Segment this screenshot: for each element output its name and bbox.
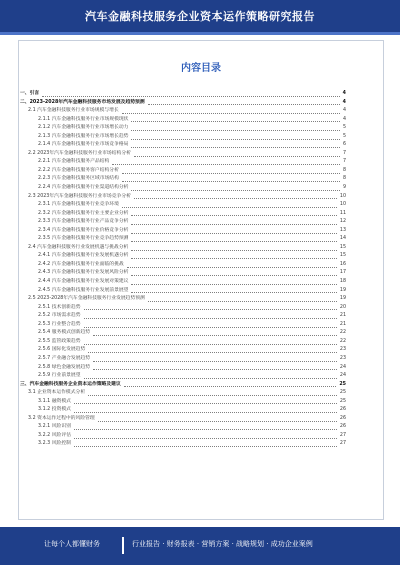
toc-entry[interactable] <box>20 141 346 150</box>
footer-banner <box>0 527 400 565</box>
toc-entry-text: 2.5 2023-2028年汽车金融科技服务行业发展趋势预测 <box>28 296 145 302</box>
toc-entry-text: 2.5.4 服务模式创新趋势 <box>38 330 91 336</box>
toc-entry-page: 27 <box>339 432 346 438</box>
toc-entry-page: 22 <box>339 338 346 344</box>
toc-entry-page: 26 <box>339 407 346 413</box>
toc-dot-leader <box>131 130 339 131</box>
toc-entry[interactable] <box>20 90 346 99</box>
toc-entry[interactable] <box>20 150 346 159</box>
toc-dot-leader <box>98 421 337 422</box>
toc-entry-text: 2.1.1 汽车金融科技服务行业市场规模现状 <box>38 116 129 122</box>
toc-entry[interactable] <box>20 295 346 304</box>
toc-entry-text: 3.1 企业资本运作模式分析 <box>28 390 86 396</box>
toc-entry[interactable] <box>20 432 346 441</box>
toc-entry[interactable] <box>20 287 346 296</box>
toc-entry-page: 23 <box>339 355 346 361</box>
toc-dot-leader <box>131 250 337 251</box>
toc-entry-page: 24 <box>339 364 346 370</box>
toc-entry-page: 19 <box>339 296 346 302</box>
toc-dot-leader <box>84 327 337 328</box>
toc-dot-leader <box>122 173 340 174</box>
toc-list <box>20 90 346 449</box>
toc-entry-page: 4 <box>342 91 346 96</box>
toc-entry[interactable] <box>20 304 346 313</box>
toc-entry-page: 22 <box>339 330 346 336</box>
toc-entry-text: 3.2.2 风险评估 <box>38 432 71 438</box>
report-title: 汽车金融科技服务企业资本运作策略研究报告 <box>85 10 315 23</box>
toc-entry[interactable] <box>20 346 346 355</box>
toc-entry-text: 2.3 2023年汽车金融科技服务行业市场竞争分析 <box>28 193 131 199</box>
footer-tagline: 行业报告 · 财务报表 · 营销方案 · 战略规划 · 成功企业案例 <box>132 540 313 548</box>
toc-entry-page: 26 <box>339 415 346 421</box>
toc-entry-text: 2.1.3 汽车金融科技服务行业市场增长趋势 <box>38 133 129 139</box>
toc-entry-page: 7 <box>342 159 346 165</box>
toc-entry-text: 2.1.2 汽车金融科技服务行业市场增长动力 <box>38 125 129 131</box>
toc-dot-leader <box>148 301 337 302</box>
toc-entry-page: 14 <box>339 236 346 242</box>
toc-entry[interactable] <box>20 184 346 193</box>
toc-entry-page: 25 <box>339 398 346 404</box>
toc-entry[interactable] <box>20 423 346 432</box>
toc-entry[interactable] <box>20 278 346 287</box>
toc-entry[interactable] <box>20 193 346 202</box>
toc-entry-text: 2.3.2 汽车金融科技服务行业主要企业分析 <box>38 210 129 216</box>
toc-dot-leader <box>84 309 337 310</box>
toc-entry-page: 4 <box>342 108 346 114</box>
toc-entry-text: 一、引言 <box>20 91 40 96</box>
toc-entry-page: 21 <box>339 313 346 319</box>
toc-entry-text: 2.3.4 汽车金融科技服务行业价格竞争分析 <box>38 227 129 233</box>
toc-entry-text: 2.3.1 汽车金融科技服务行业竞争环境 <box>38 202 119 208</box>
toc-entry-page: 23 <box>339 347 346 353</box>
toc-dot-leader <box>42 96 339 97</box>
toc-entry[interactable] <box>20 389 346 398</box>
toc-dot-leader <box>131 139 339 140</box>
toc-entry-page: 12 <box>339 219 346 225</box>
toc-entry-text: 2.5.3 行业整合趋势 <box>38 321 81 327</box>
toc-dot-leader <box>131 215 336 216</box>
toc-entry[interactable] <box>20 201 346 210</box>
toc-entry-page: 8 <box>342 167 346 173</box>
toc-dot-leader <box>74 429 337 430</box>
toc-entry-page: 25 <box>339 381 346 387</box>
toc-entry-text: 2.2.4 汽车金融科技服务行业渠道结构分析 <box>38 185 129 191</box>
toc-entry-page: 19 <box>339 287 346 293</box>
toc-entry-text: 2.5.8 绿色金融发展趋势 <box>38 364 91 370</box>
toc-entry-page: 11 <box>339 210 346 216</box>
toc-entry-text: 2.4.5 汽车金融科技服务行业发展前景展望 <box>38 287 129 293</box>
toc-entry[interactable] <box>20 398 346 407</box>
toc-dot-leader <box>148 104 340 105</box>
toc-entry-page: 4 <box>342 99 346 105</box>
toc-entry[interactable] <box>20 116 346 125</box>
toc-entry[interactable] <box>20 372 346 381</box>
toc-entry-text: 2.4 汽车金融科技服务行业发展机遇与挑战分析 <box>28 244 129 250</box>
toc-entry-page: 9 <box>342 185 346 191</box>
toc-entry-text: 2.2.1 汽车金融科技服务产品结构 <box>38 159 110 165</box>
header-stripe <box>0 32 400 35</box>
toc-entry-page: 15 <box>339 244 346 250</box>
toc-entry-text: 2.4.1 汽车金融科技服务行业发展机遇分析 <box>38 253 129 259</box>
toc-entry[interactable] <box>20 312 346 321</box>
toc-entry-text: 3.1.2 投资模式 <box>38 407 71 413</box>
toc-dot-leader <box>74 446 337 447</box>
toc-dot-leader <box>84 318 337 319</box>
toc-entry[interactable] <box>20 355 346 364</box>
toc-dot-leader <box>122 113 340 114</box>
toc-entry[interactable] <box>20 261 346 270</box>
toc-dot-leader <box>134 156 340 157</box>
toc-dot-leader <box>131 147 339 148</box>
toc-entry[interactable] <box>20 321 346 330</box>
toc-entry-text: 3.2 资本运作过程中的风险管理 <box>28 415 95 421</box>
toc-entry-text: 2.5.9 行业前景展望 <box>38 373 81 379</box>
toc-entry[interactable] <box>20 175 346 184</box>
toc-entry[interactable] <box>20 107 346 116</box>
toc-entry-page: 5 <box>342 133 346 139</box>
toc-entry-page: 26 <box>339 424 346 430</box>
toc-entry-text: 2.1 汽车金融科技服务行业市场规模与增长 <box>28 108 119 114</box>
toc-dot-leader <box>112 164 340 165</box>
toc-entry-text: 2.5.1 技术创新趋势 <box>38 304 81 310</box>
toc-entry[interactable] <box>20 440 346 449</box>
toc-entry-page: 4 <box>342 116 346 122</box>
toc-entry-text: 2.4.4 汽车金融科技服务行业发展对策建议 <box>38 279 129 285</box>
toc-dot-leader <box>84 344 337 345</box>
toc-entry[interactable] <box>20 252 346 261</box>
toc-entry[interactable] <box>20 167 346 176</box>
toc-entry[interactable] <box>20 364 346 373</box>
toc-entry-text: 2.2 2023年汽车金融科技服务行业市场结构分析 <box>28 150 131 156</box>
toc-dot-leader <box>131 190 339 191</box>
toc-entry-page: 16 <box>339 261 346 267</box>
toc-entry-text: 2.5.7 产业融合发展趋势 <box>38 355 91 361</box>
toc-entry[interactable] <box>20 381 346 390</box>
toc-dot-leader <box>131 241 336 242</box>
toc-entry-text: 2.2.3 汽车金融科技服务区域市场结构 <box>38 176 119 182</box>
toc-dot-leader <box>122 207 337 208</box>
toc-entry-text: 2.5.5 监管政策趋势 <box>38 338 81 344</box>
toc-entry-text: 3.1.1 融资模式 <box>38 398 71 404</box>
toc-entry[interactable] <box>20 235 346 244</box>
toc-entry[interactable] <box>20 244 346 253</box>
toc-title: 内容目录 <box>181 63 221 74</box>
toc-dot-leader <box>122 181 340 182</box>
toc-dot-leader <box>131 275 336 276</box>
toc-entry-text: 三、汽车金融科技服务企业资本运作策略及建议 <box>20 381 121 387</box>
toc-entry-page: 20 <box>339 304 346 310</box>
toc-entry[interactable] <box>20 99 346 108</box>
toc-entry-page: 13 <box>339 227 346 233</box>
toc-entry-page: 27 <box>339 441 346 447</box>
toc-dot-leader <box>74 412 337 413</box>
toc-entry[interactable] <box>20 269 346 278</box>
toc-dot-leader <box>131 284 336 285</box>
toc-entry-text: 3.2.3 风险控制 <box>38 441 71 447</box>
toc-entry-page: 10 <box>339 202 346 208</box>
toc-entry[interactable] <box>20 124 346 133</box>
toc-entry-page: 10 <box>339 193 346 199</box>
toc-entry-page: 24 <box>339 373 346 379</box>
toc-dot-leader <box>74 438 337 439</box>
toc-entry[interactable] <box>20 133 346 142</box>
toc-entry-page: 17 <box>339 270 346 276</box>
toc-entry-text: 2.2.2 汽车金融科技服务客户结构分析 <box>38 167 119 173</box>
toc-entry-text: 2.3.5 汽车金融科技服务行业竞争趋势预测 <box>38 236 129 242</box>
toc-entry[interactable] <box>20 338 346 347</box>
toc-entry-page: 8 <box>342 176 346 182</box>
toc-entry-text: 2.3.3 汽车金融科技服务行业产品竞争分析 <box>38 219 129 225</box>
toc-entry[interactable] <box>20 227 346 236</box>
footer-slogan: 让每个人都懂财务 <box>44 540 100 548</box>
toc-dot-leader <box>88 352 337 353</box>
toc-entry-page: 25 <box>339 390 346 396</box>
toc-dot-leader <box>131 233 336 234</box>
toc-entry[interactable] <box>20 210 346 219</box>
toc-dot-leader <box>131 224 336 225</box>
toc-dot-leader <box>127 267 337 268</box>
toc-entry-text: 二、2023-2028年汽车金融科技服务市场发展及趋势预测 <box>20 99 145 105</box>
toc-dot-leader <box>131 258 336 259</box>
toc-dot-leader <box>124 386 337 387</box>
toc-entry-text: 2.4.3 汽车金融科技服务行业发展风险分析 <box>38 270 129 276</box>
footer-divider <box>122 537 124 554</box>
toc-dot-leader <box>93 335 337 336</box>
toc-entry[interactable] <box>20 415 346 424</box>
toc-dot-leader <box>88 395 337 396</box>
toc-entry-page: 5 <box>342 125 346 131</box>
toc-dot-leader <box>84 378 337 379</box>
toc-dot-leader <box>131 292 336 293</box>
toc-entry-page: 15 <box>339 253 346 259</box>
toc-entry-text: 2.5.6 国际化发展趋势 <box>38 347 86 353</box>
toc-entry-page: 6 <box>342 142 346 148</box>
toc-dot-leader <box>93 361 337 362</box>
toc-entry[interactable] <box>20 158 346 167</box>
header-banner <box>0 0 400 32</box>
toc-dot-leader <box>134 198 337 199</box>
toc-entry-page: 21 <box>339 321 346 327</box>
toc-dot-leader <box>74 403 337 404</box>
toc-entry-text: 2.4.2 汽车金融科技服务行业面临的挑战 <box>38 261 124 267</box>
toc-entry[interactable] <box>20 329 346 338</box>
toc-entry-text: 3.2.1 风险识别 <box>38 424 71 430</box>
toc-entry[interactable] <box>20 218 346 227</box>
toc-entry-text: 2.5.2 市场需求趋势 <box>38 313 81 319</box>
toc-entry[interactable] <box>20 406 346 415</box>
toc-entry-page: 18 <box>339 279 346 285</box>
toc-entry-text: 2.1.4 汽车金融科技服务行业市场竞争格局 <box>38 142 129 148</box>
toc-dot-leader <box>93 369 337 370</box>
toc-entry-page: 7 <box>342 150 346 156</box>
toc-dot-leader <box>131 121 339 122</box>
